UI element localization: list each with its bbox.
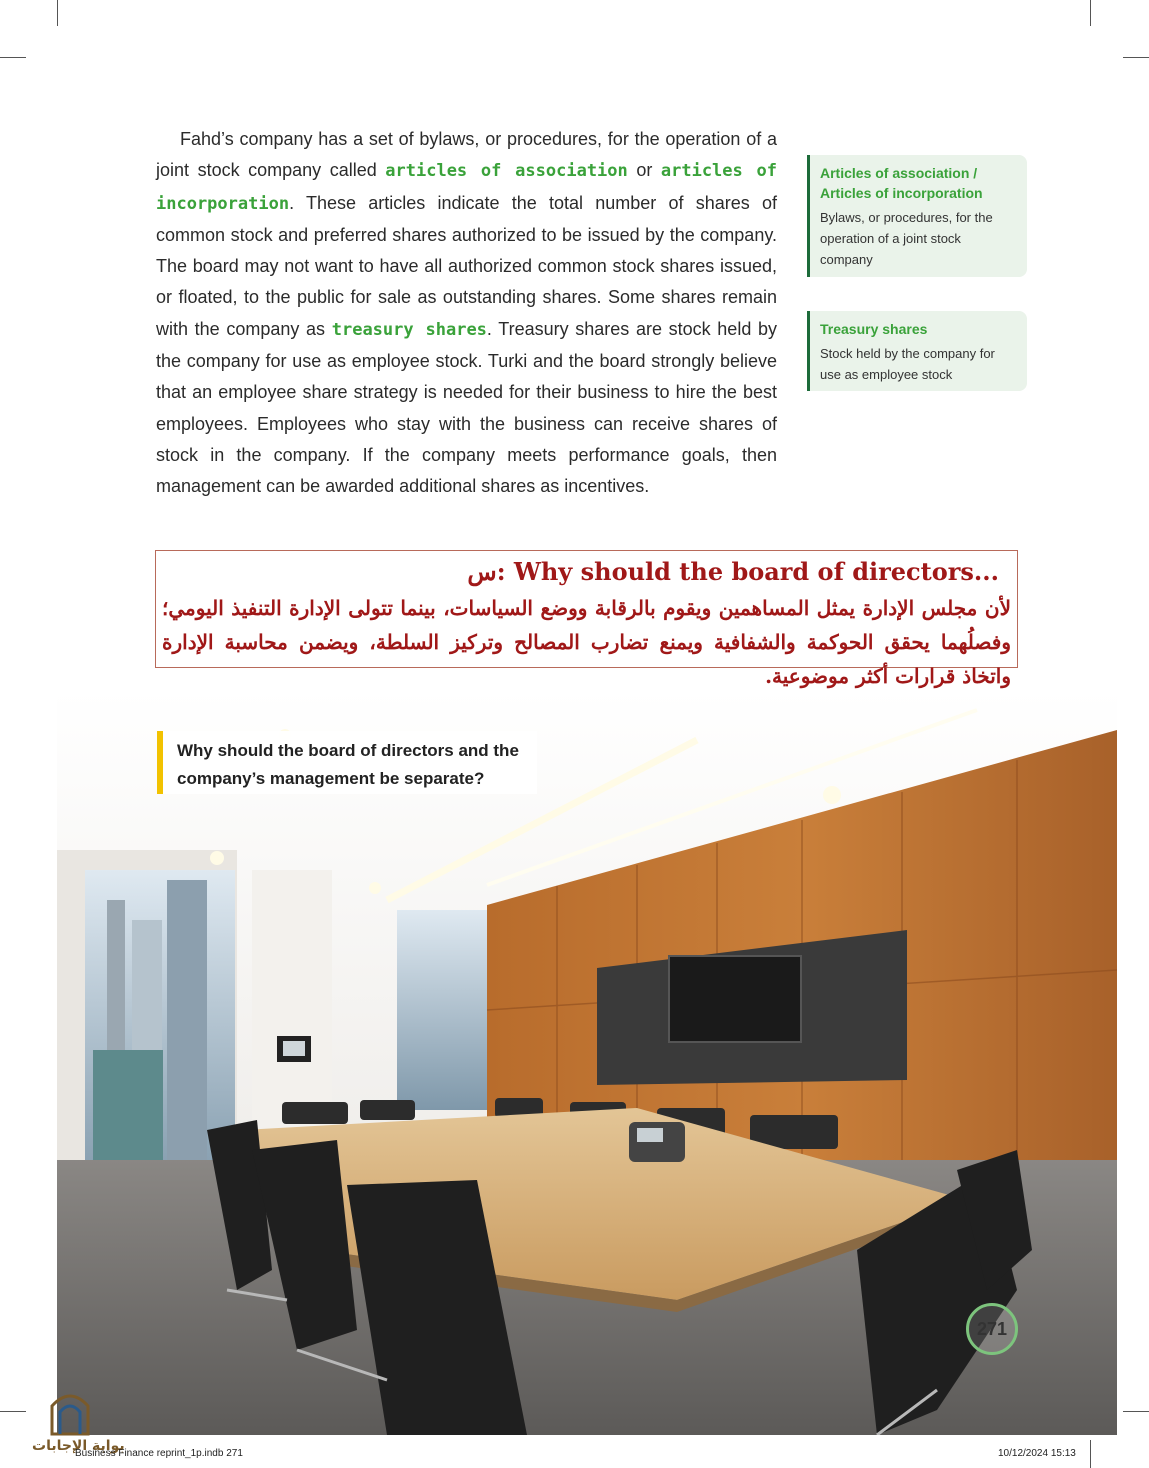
keyword-treasury-shares: treasury shares [331,319,487,340]
boardroom-photo [57,690,1117,1435]
keyword-articles-of-incorporation: articles of incorporation [156,161,778,214]
answer-text: لأن مجلس الإدارة يمثل المساهمين ويقوم بالرقابة ووضع السياسات، بينما تتولى الإدارة التنفيذ اليومي؛ وفصلُهما يحقق الحوكمة والشفافية ويمنع تضارب المصالح وتركيز السلطة، ويضمن محاسبة الإدارة واتخاذ قرارات أكثر موضوعية. [162,596,1011,688]
crop-mark [57,0,58,26]
watermark-text: بوابة الإجابات [32,1438,125,1454]
glossary-box-articles [807,155,1027,277]
crop-mark [1123,57,1149,58]
glossary-definition: Stock held by the company for use as employee stock [820,346,995,382]
keyword-articles-of-association: articles of association [385,161,628,182]
answer-question: س: Why should the board of directors... [467,557,999,586]
print-slug-timestamp: 10/12/2024 15:13 [998,1448,1076,1459]
body-text-part: or [627,160,661,181]
glossary-term: Articles of association / Articles of incorporation [820,165,983,201]
glossary-box-treasury [807,311,1027,391]
watermark-logo-icon [48,1388,92,1436]
body-text-part: . Treasury shares are stock held by the company for use as employee stock. Turki and the board strongly believe that an employee share strategy is needed for their business to hire the best employees. Employees who stay with the business can receive shares of stock in the company. If the company meets performance goals, then management can be awarded additional shares as incentives. [156,318,778,497]
answer-box [155,550,1018,688]
glossary-term: Treasury shares [820,321,928,337]
body-text-part: . These articles indicate the total number of shares of common stock and preferred shares authorized to be issued by the company. The board may not want to have all authorized common stock shares issued, or floated, to the public for sale as outstanding shares. Some shares remain with the company as [156,192,777,339]
print-slug-file: Business Finance reprint_1p.indb 271 [75,1448,243,1459]
crop-mark [0,1411,26,1412]
body-paragraph [156,124,777,503]
glossary-definition: Bylaws, or procedures, for the operation of a joint stock company [820,210,993,267]
page-number: 271 [966,1303,1018,1355]
photo-callout-question: Why should the board of directors and the company’s management be separate? [157,731,537,794]
body-text-part: Fahd’s company has a set of bylaws, or procedures, for the operation of a joint stock company called [156,129,777,181]
crop-mark [1090,1440,1091,1468]
crop-mark [0,57,26,58]
crop-mark [1090,0,1091,26]
crop-mark [1123,1411,1149,1412]
